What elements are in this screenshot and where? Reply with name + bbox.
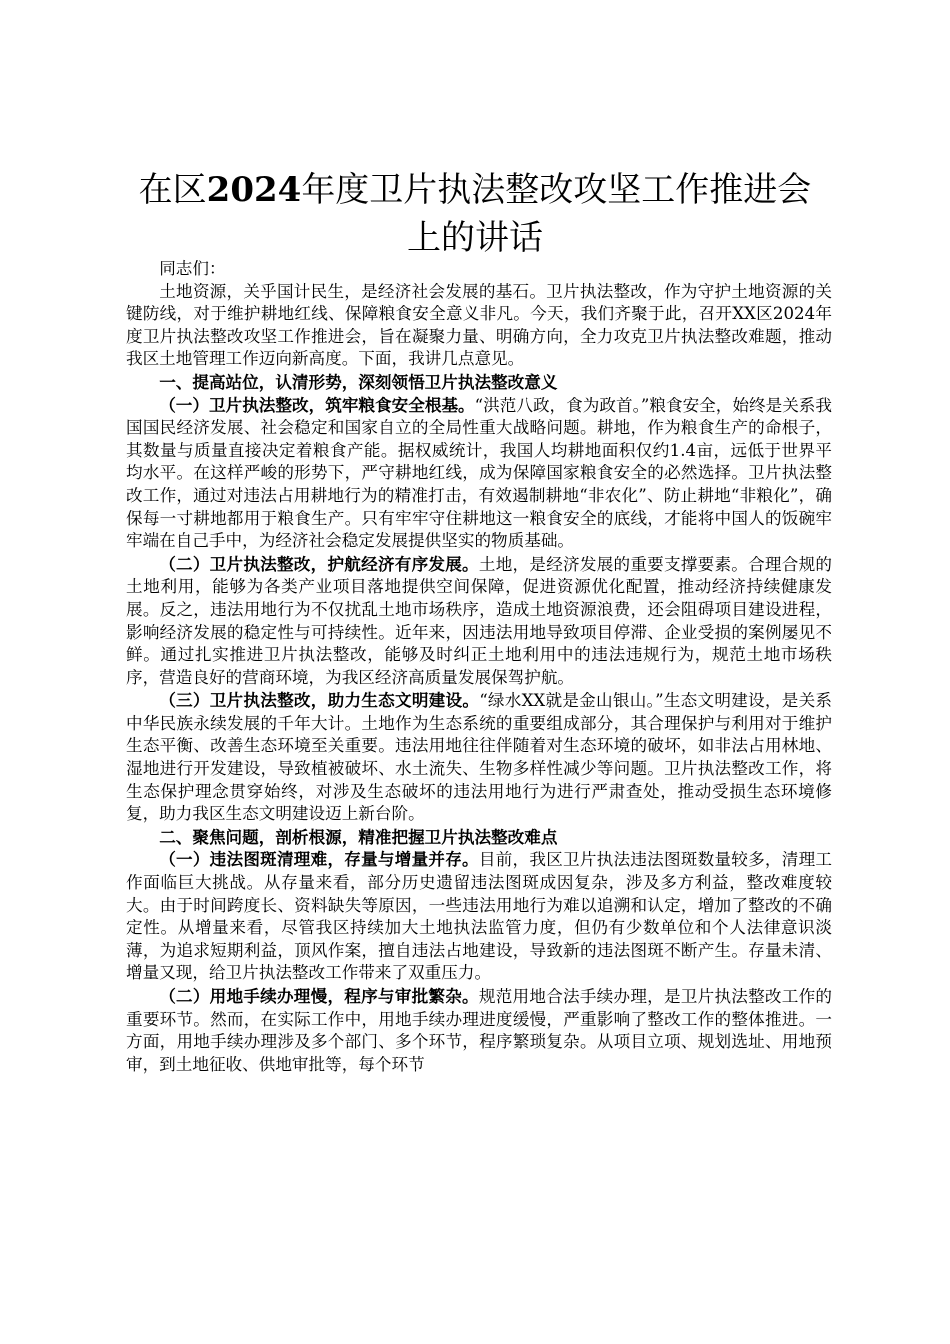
greeting: 同志们： [159,259,226,278]
title-year: 2024 [206,170,302,210]
item-text: 土地，是经济发展的重要支撑要素。合理合规的土地利用，能够为各类产业项目落地提供空间保障，促进资源优化配置，推动经济持续健康发展。反之，违法用地行为不仅扰乱土地市场秩序，造成土地资源浪费，还会阻碍项目建设进程，影响经济发展的稳定性与可持续性。近年来，因违法用地导致项目停滞、企业受损的案例屡见不鲜。通过扎实推进卫片执法整改，能够及时纠正土地利用中的违法违规行为，规范土地市场秩序，营造良好的营商环境，为我区经济高质量发展保驾护航。 [126,554,833,687]
item-lead: （二）卫片执法整改，护航经济有序发展。 [159,553,479,574]
speech-body [126,258,832,1076]
section-heading-1: 一、提高站位，认清形势，深刻领悟卫片执法整改意义 [159,371,558,392]
section1-item-1 [126,394,832,553]
item-text: 目前，我区卫片执法违法图斑数量较多，清理工作面临巨大挑战。从存量来看，部分历史遗留违法图斑成因复杂，涉及多方利益，整改难度较大。由于时间跨度长、资料缺失等原因，一些违法用地行为难以追溯和认定，增加了整改的不确定性。从增量来看，尽管我区持续加大土地执法监管力度，但仍有少数单位和个人法律意识淡薄，为追求短期利益，顶风作案，擅自违法占地建设，导致新的违法图斑不断产生。存量未清、增量又现，给卫片执法整改工作带来了双重压力。 [126,850,833,983]
document-title [125,166,825,262]
intro-paragraph: 土地资源，关乎国计民生，是经济社会发展的基石。卫片执法整改，作为守护土地资源的关键防线，对于维护耕地红线、保障粮食安全意义非凡。今天，我们齐聚于此，召开XX区2024年度卫片执法整改攻坚工作推进会，旨在凝聚力量、明确方向，全力攻克卫片执法整改难题，推动我区土地管理工作迈向新高度。下面，我讲几点意见。 [126,281,832,369]
item-lead: （一）违法图斑清理难，存量与增量并存。 [159,849,479,870]
section1-item-2 [126,553,832,690]
item-text: 规范用地合法手续办理，是卫片执法整改工作的重要环节。然而，在实际工作中，用地手续办理进度缓慢，严重影响了整改工作的整体推进。一方面，用地手续办理涉及多个部门、多个环节，程序繁琐复杂。从项目立项、规划选址、用地预审，到土地征收、供地审批等，每个环节 [126,987,833,1074]
title-prefix: 在区 [138,170,207,210]
section2-item-1 [126,848,832,985]
item-text: “洪范八政，食为政首。”粮食安全，始终是关系我国国民经济发展、社会稳定和国家自立的全局性重大战略问题。耕地，作为粮食生产的命根子，其数量与质量直接决定着粮食产能。据权威统计，我国人均耕地面积仅约1.4亩，远低于世界平均水平。在这样严峻的形势下，严守耕地红线，成为保障国家粮食安全的必然选择。卫片执法整改工作，通过对违法占用耕地行为的精准打击，有效遏制耕地“非农化”、防止耕地“非粮化”，确保每一寸耕地都用于粮食生产。只有牢牢守住耕地这一粮食安全的底线，才能将中国人的饭碗牢牢端在自己手中，为经济社会稳定发展提供坚实的物质基础。 [126,395,832,551]
item-lead: （三）卫片执法整改，助力生态文明建设。 [159,690,480,711]
section-heading-2: 二、聚焦问题，剖析根源，精准把握卫片执法整改难点 [159,826,558,847]
section2-item-2 [126,985,832,1076]
title-suffix: 年度卫片执法整改攻坚工作推进会上的讲话 [301,170,812,258]
item-text: “绿水XX就是金山银山。”生态文明建设，是关系中华民族永续发展的千年大计。土地作为生态系统的重要组成部分，其合理保护与利用对于维护生态平衡、改善生态环境至关重要。违法用地往往伴随着对生态环境的破坏，如非法占用林地、湿地进行开发建设，导致植被破坏、水土流失、生物多样性减少等问题。卫片执法整改工作，将生态保护理念贯穿始终，对涉及生态破坏的违法用地行为进行严肃查处，推动受损生态环境修复，助力我区生态文明建设迈上新台阶。 [126,691,833,824]
item-lead: （一）卫片执法整改，筑牢粮食安全根基。 [159,394,475,415]
section1-item-3 [126,689,832,826]
item-lead: （二）用地手续办理慢，程序与审批繁杂。 [159,986,479,1006]
